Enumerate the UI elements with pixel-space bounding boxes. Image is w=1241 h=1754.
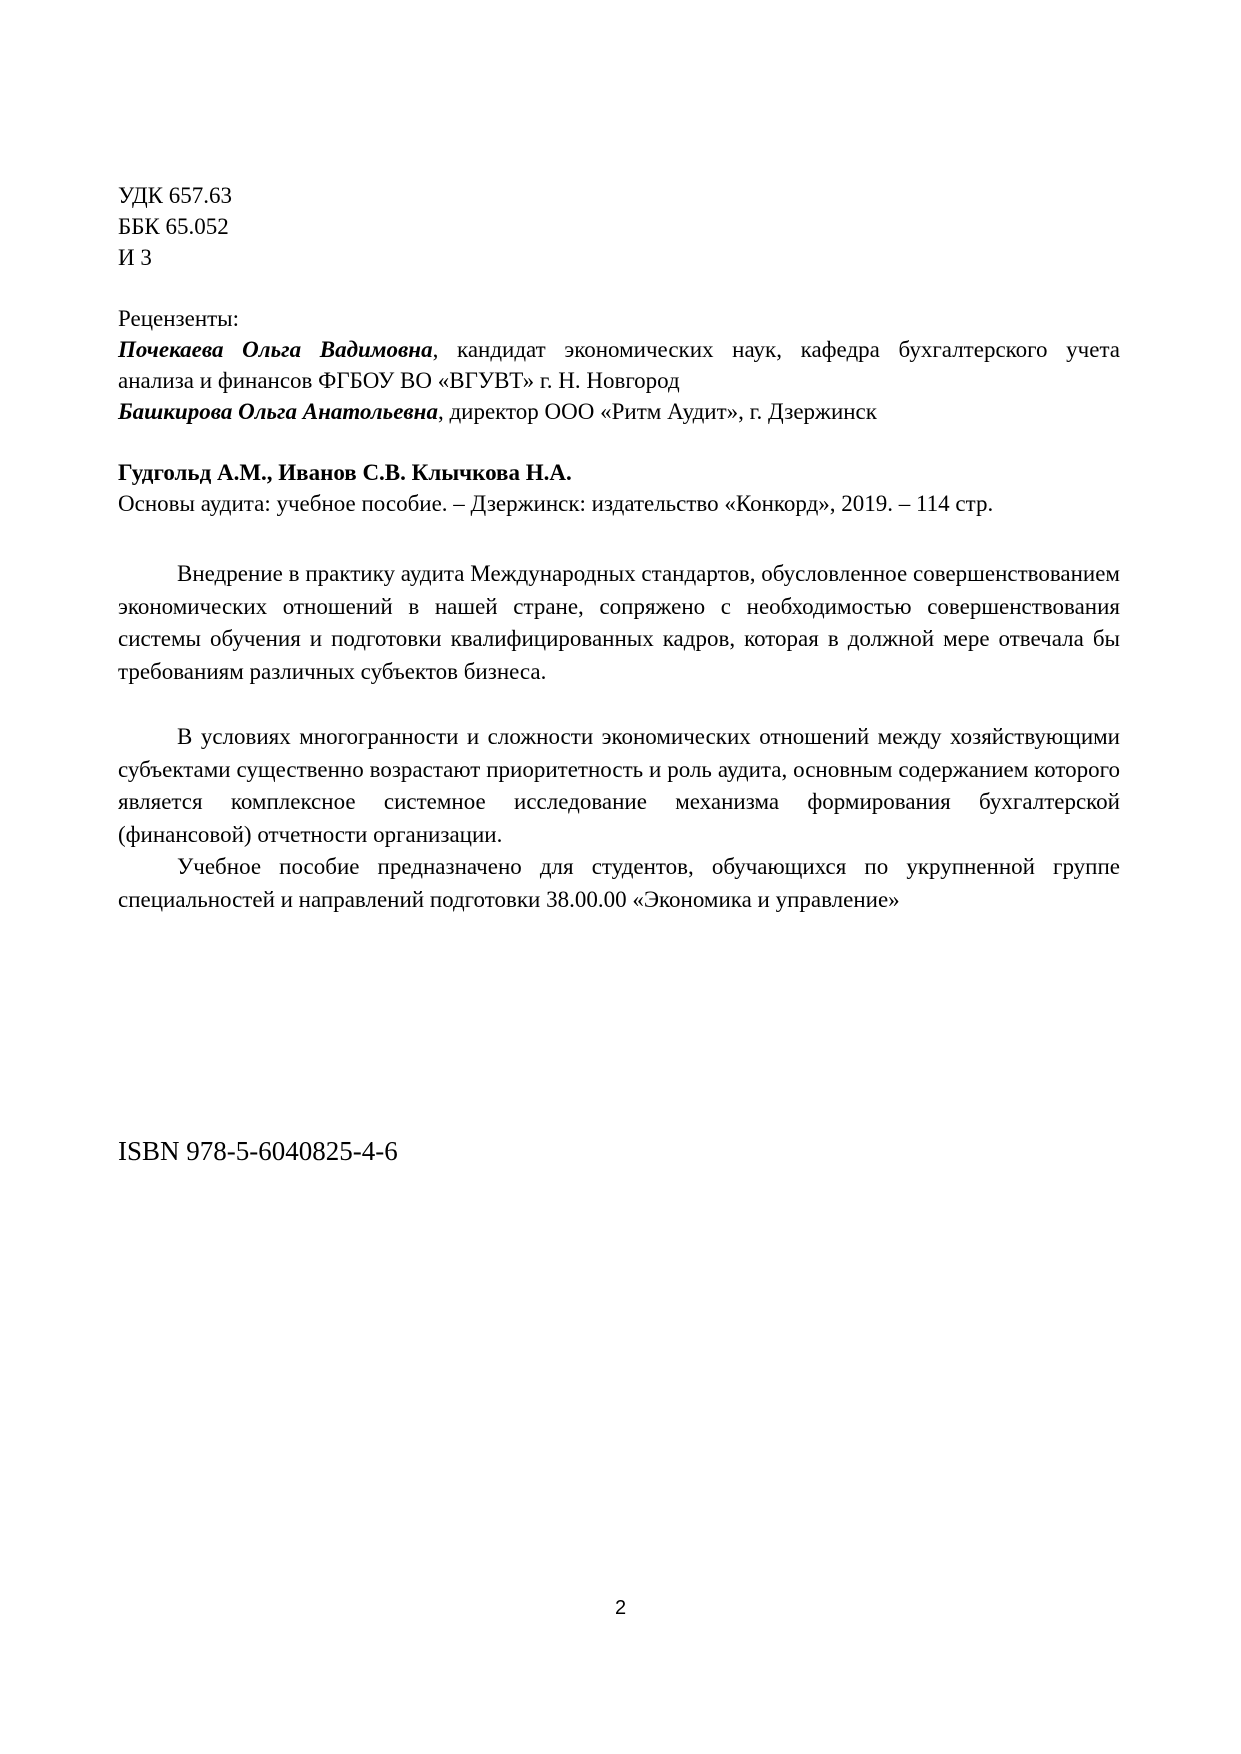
abstract-paragraph-3: Учебное пособие предназначено для студентов, обучающихся по укрупненной группе специальностей и направлений подготовки 38.00.00 «Экономика и управление» xyxy=(118,854,1120,912)
udk-code: УДК 657.63 xyxy=(118,183,232,208)
reviewer-2-affiliation: , директор ООО «Ритм Аудит», г. Дзержинск xyxy=(437,399,877,424)
abstract-paragraph-2: В условиях многогранности и сложности экономических отношений между хозяйствующими субъектами существенно возрастают приоритетность и роль аудита, основным содержанием которого является комплексное системное исследование механизма формирования бухгалтерской (финансовой) отчетности организации. xyxy=(118,724,1120,847)
reviewer-2 xyxy=(118,396,1120,427)
bbk-code: ББК 65.052 xyxy=(118,214,229,239)
reviewer-2-name: Башкирова Ольга Анатольевна xyxy=(118,399,438,424)
abstract-paragraph-1: Внедрение в практику аудита Международных стандартов, обусловленное совершенствованием экономических отношений в нашей стране, сопряжено с необходимостью совершенствования системы обучения и подготовки квалифицированных кадров, которая в должной мере отвечала бы требованиям различных субъектов бизнеса. xyxy=(118,561,1120,684)
reviewers-section xyxy=(118,303,1120,427)
citation: Основы аудита: учебное пособие. – Дзержинск: издательство «Конкорд», 2019. – 114 стр. xyxy=(118,491,994,516)
reviewer-1-affiliation: , кандидат экономических наук, кафедра бухгалтерского учета xyxy=(432,337,1120,362)
page-number: 2 xyxy=(614,1597,627,1619)
paragraph-gap xyxy=(118,688,1120,721)
isbn: ISBN 978-5-6040825-4-6 xyxy=(118,1136,398,1166)
publication-info xyxy=(118,457,1120,519)
authors: Гудгольд А.М., Иванов С.В. Клычкова Н.А. xyxy=(118,460,572,485)
abstract xyxy=(118,558,1120,916)
reviewer-1-line-1 xyxy=(118,334,1120,365)
classification-codes xyxy=(118,180,1120,273)
reviewer-1-name: Почекаева Ольга Вадимовна xyxy=(118,337,433,362)
reviewer-1-line-2: анализа и финансов ФГБОУ ВО «ВГУВТ» г. Н. Новгород xyxy=(118,368,680,393)
author-mark: И 3 xyxy=(118,245,152,270)
reviewers-heading: Рецензенты: xyxy=(118,306,240,331)
